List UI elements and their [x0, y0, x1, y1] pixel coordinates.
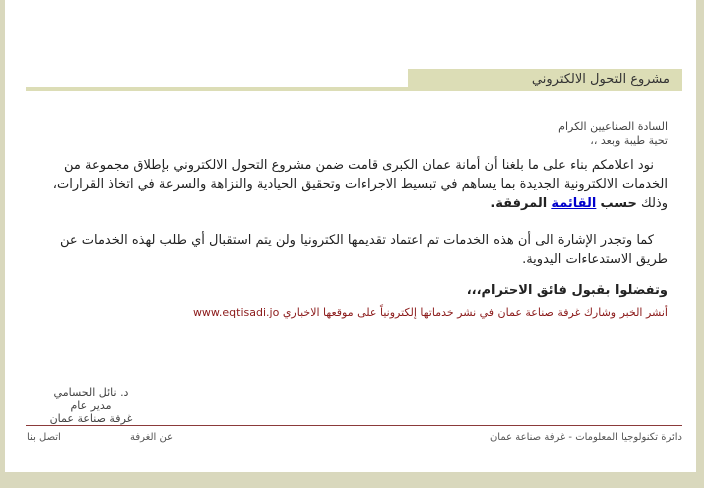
signature-title: مدير عام — [70, 399, 112, 412]
paragraph-1-text: نود اعلامكم بناء على ما بلغنا أن أمانة عمان الكبرى قامت ضمن مشروع التحول الالكتروني بإطلاق مجموعة من الخدمات الالكترونية الجديدة بما يساهم في تبسيط الاجراءات وتحقيق الحيادية والنزاهة والسرعة في اتخاذ القرارات، وذلك — [52, 158, 668, 211]
share-news-text: أنشر الخبر وشارك غرفة صناعة عمان في نشر خدماتها إلكترونياً على موقعها الاخباري www.eqtisadi.jo — [192, 306, 668, 319]
attached-list-link[interactable]: القائمة — [551, 196, 597, 211]
paragraph-1 — [26, 156, 668, 213]
signature-org: غرفة صناعة عمان — [49, 412, 133, 425]
signature-name: د. نائل الحسامي — [53, 386, 129, 399]
closing-line: وتفضلوا بقبول فائق الاحترام،،، — [466, 283, 668, 298]
paragraph-1-bold: حسب — [600, 196, 637, 211]
salutation-line: تحية طيبة وبعد ،، — [590, 134, 668, 147]
page-title: مشروع التحول الالكتروني — [408, 69, 682, 90]
footer-divider — [26, 425, 682, 426]
letter-body — [26, 120, 668, 319]
title-underline — [26, 87, 682, 91]
recipient-line: السادة الصناعيين الكرام — [558, 120, 668, 133]
paragraph-2: كما وتجدر الإشارة الى أن هذه الخدمات تم اعتماد تقديمها الكترونيا ولن يتم استقبال أي طلب لهذه الخدمات عن طريق الاستدعاءات اليدوية. — [59, 233, 668, 267]
left-border — [0, 0, 5, 488]
paragraph-1-end: المرفقة. — [490, 196, 548, 211]
footer-contact-link[interactable]: اتصل بنا — [27, 432, 61, 443]
signature-block — [26, 386, 156, 425]
right-border — [696, 0, 704, 488]
footer-department: دائرة تكنولوجيا المعلومات - غرفة صناعة عمان — [489, 432, 682, 443]
footer-about-link[interactable]: عن الغرفة — [130, 432, 174, 443]
bottom-border — [0, 472, 704, 488]
